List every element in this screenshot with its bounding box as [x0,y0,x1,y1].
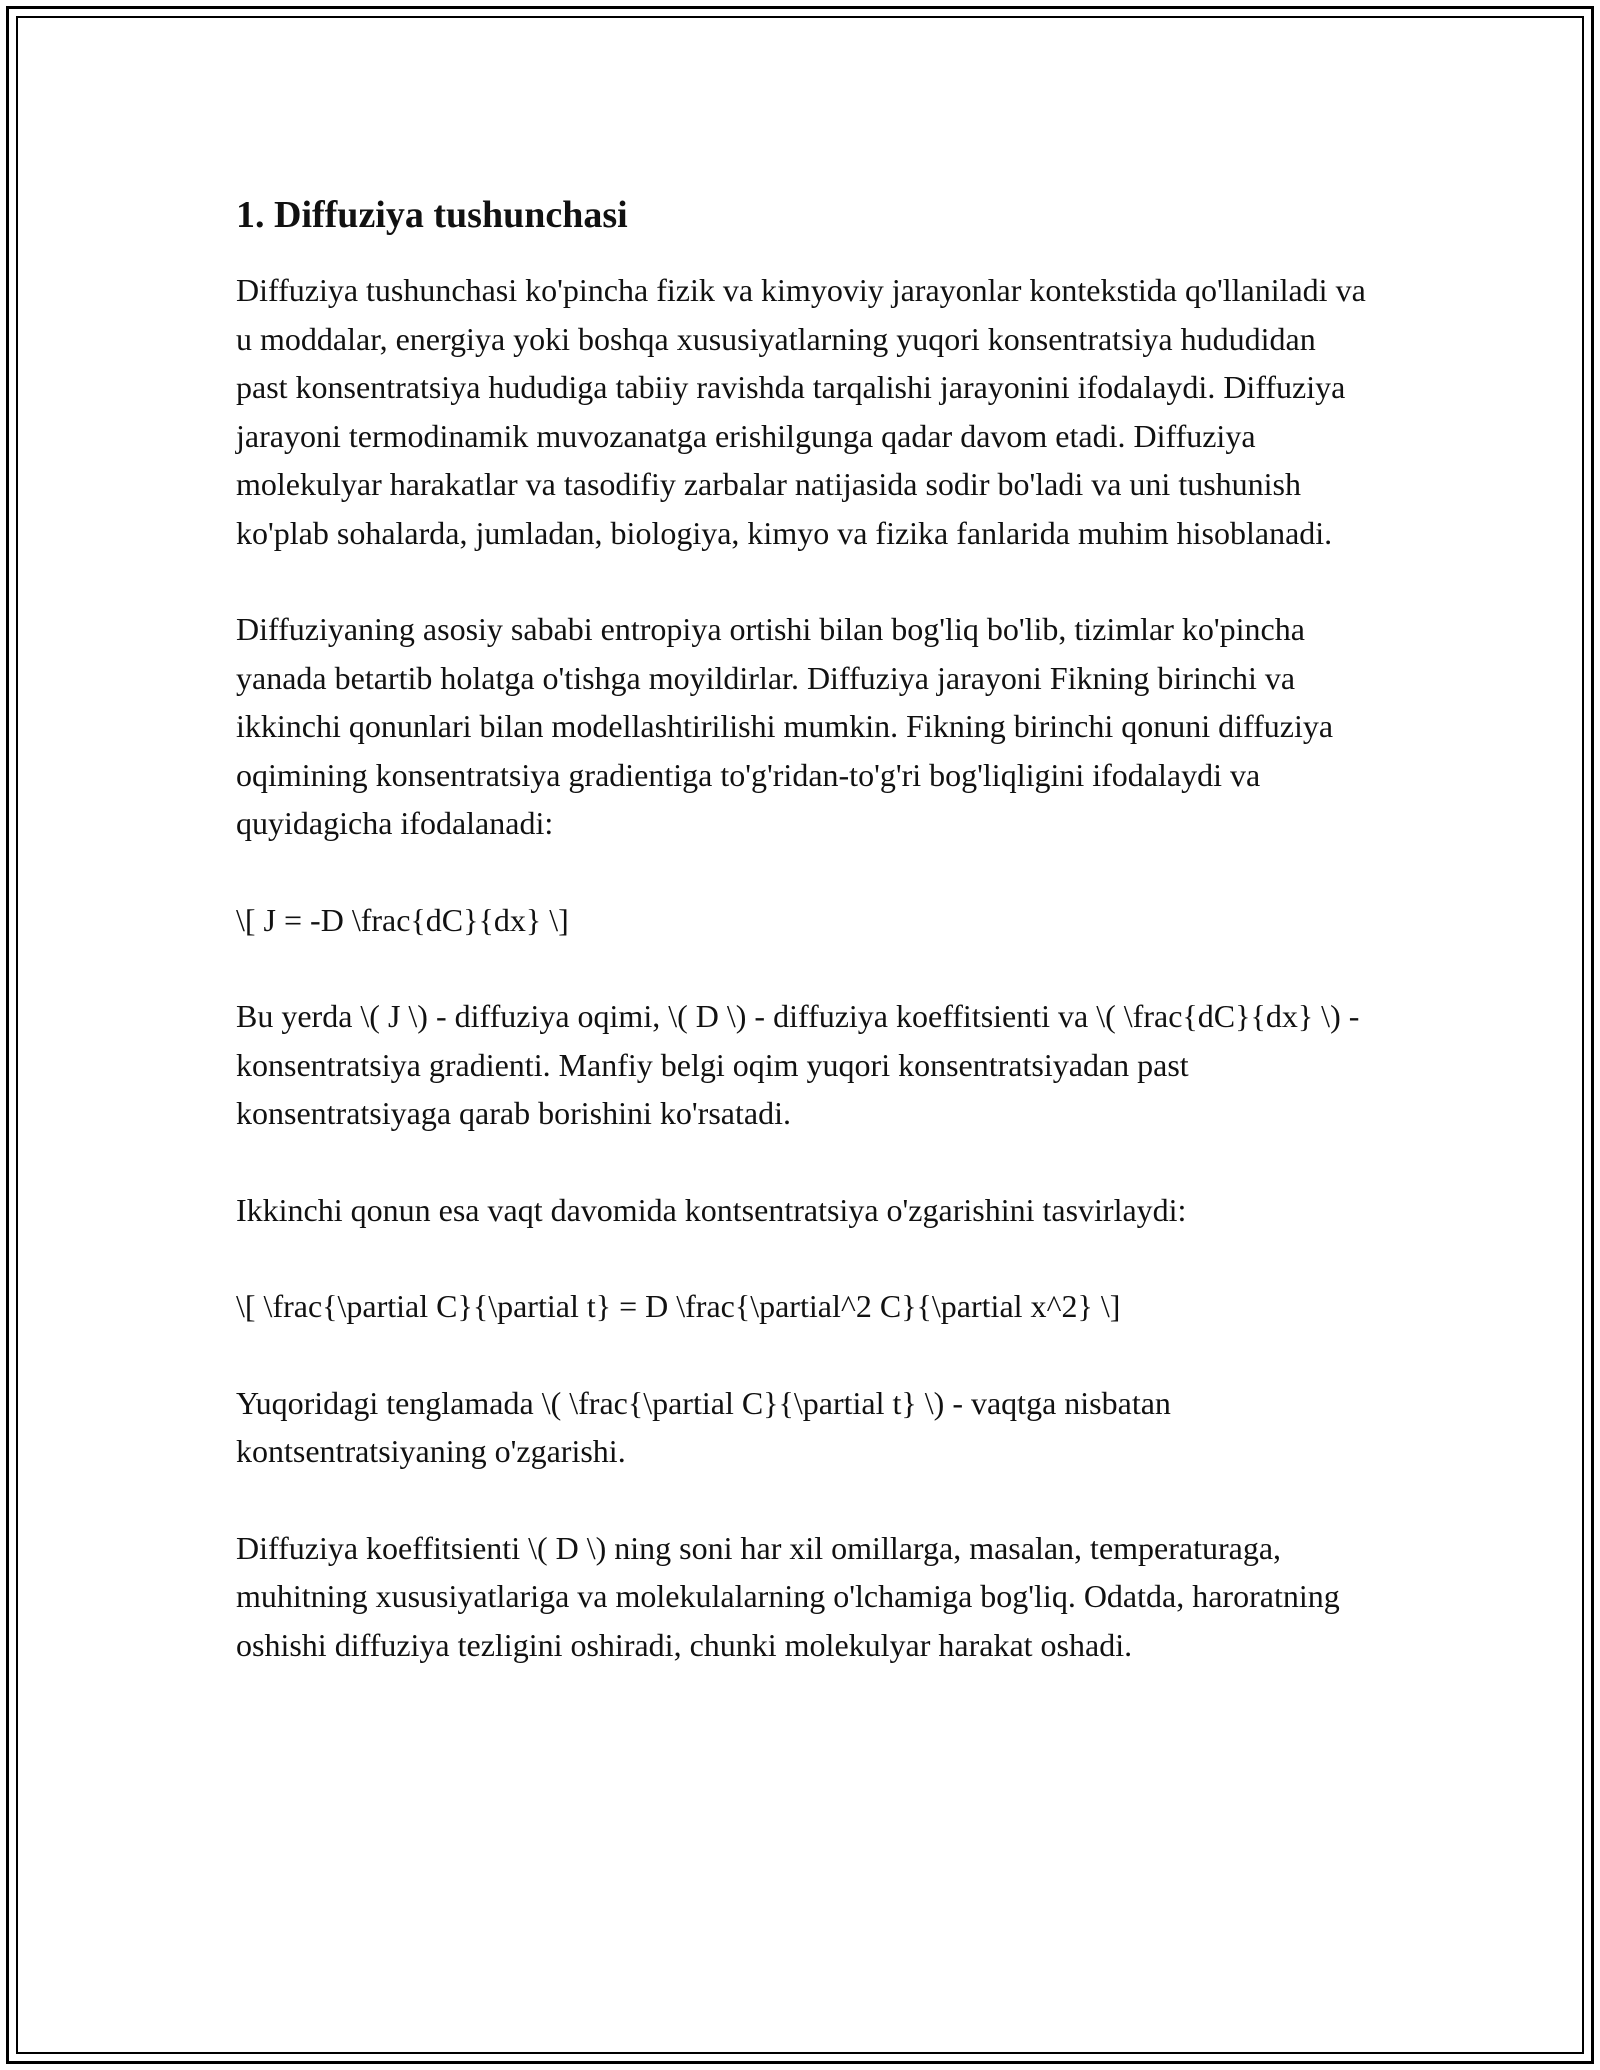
equation-fick-first-law: \[ J = -D \frac{dC}{dx} \] [236,901,569,938]
paragraph-diffusion-coefficient: Diffuziya koeffitsienti \( D \) ning soni har xil omillarga, masalan, temperaturaga, muhitning xususiyatlariga va molekulalarning o'lchamiga bog'liq. Odatda, haroratning oshishi diffuziya tezligini oshiradi, chunki molekulyar harakat oshadi. [236,1529,1340,1663]
equation-fick-second-law: \[ \frac{\partial C}{\partial t} = D \frac{\partial^2 C}{\partial x^2} \] [236,1288,1121,1324]
document-body [236,184,1366,1717]
section-heading: 1. Diffuziya tushunchasi [236,194,628,236]
paragraph-second-law-intro: Ikkinchi qonun esa vaqt davomida kontsentratsiya o'zgarishini tasvirlaydi: [236,1191,1187,1228]
paragraph-second-law-explanation: Yuqoridagi tenglamada \( \frac{\partial C}{\partial t} \) - vaqtga nisbatan kontsentratsiyaning o'zgarishi. [236,1384,1171,1469]
paragraph-first-law-explanation: Bu yerda \( J \) - diffuziya oqimi, \( D \) - diffuziya koeffitsienti va \( \frac{dC}{dx} \) - konsentratsiya gradienti. Manfiy belgi oqim yuqori konsentratsiyadan past konsentratsiyaga qarab borishini ko'rsatadi. [236,998,1360,1131]
paragraph-fick-laws: Diffuziyaning asosiy sababi entropiya ortishi bilan bog'liq bo'lib, tizimlar ko'pincha yanada betartib holatga o'tishga moyildirlar. Diffuziya jarayoni Fikning birinchi va ikkinchi qonunlari bilan modellashtirilishi mumkin. Fikning birinchi qonuni diffuziya oqimining konsentratsiya gradientiga to'g'ridan-to'g'ri bog'liqligini ifodalaydi va quyidagicha ifodalanadi: [236,611,1334,841]
paragraph-intro: Diffuziya tushunchasi ko'pincha fizik va kimyoviy jarayonlar kontekstida qo'llaniladi va u moddalar, energiya yoki boshqa xususiyatlarning yuqori konsentratsiya hududidan past konsentratsiya hududiga tabiiy ravishda tarqalishi jarayonini ifodalaydi. Diffuziya jarayoni termodinamik muvozanatga erishilgunga qadar davom etadi. Diffuziya molekulyar harakatlar va tasodifiy zarbalar natijasida sodir bo'ladi va uni tushunish ko'plab sohalarda, jumladan, biologiya, kimyo va fizika fanlarida muhim hisoblanadi. [236,272,1366,551]
